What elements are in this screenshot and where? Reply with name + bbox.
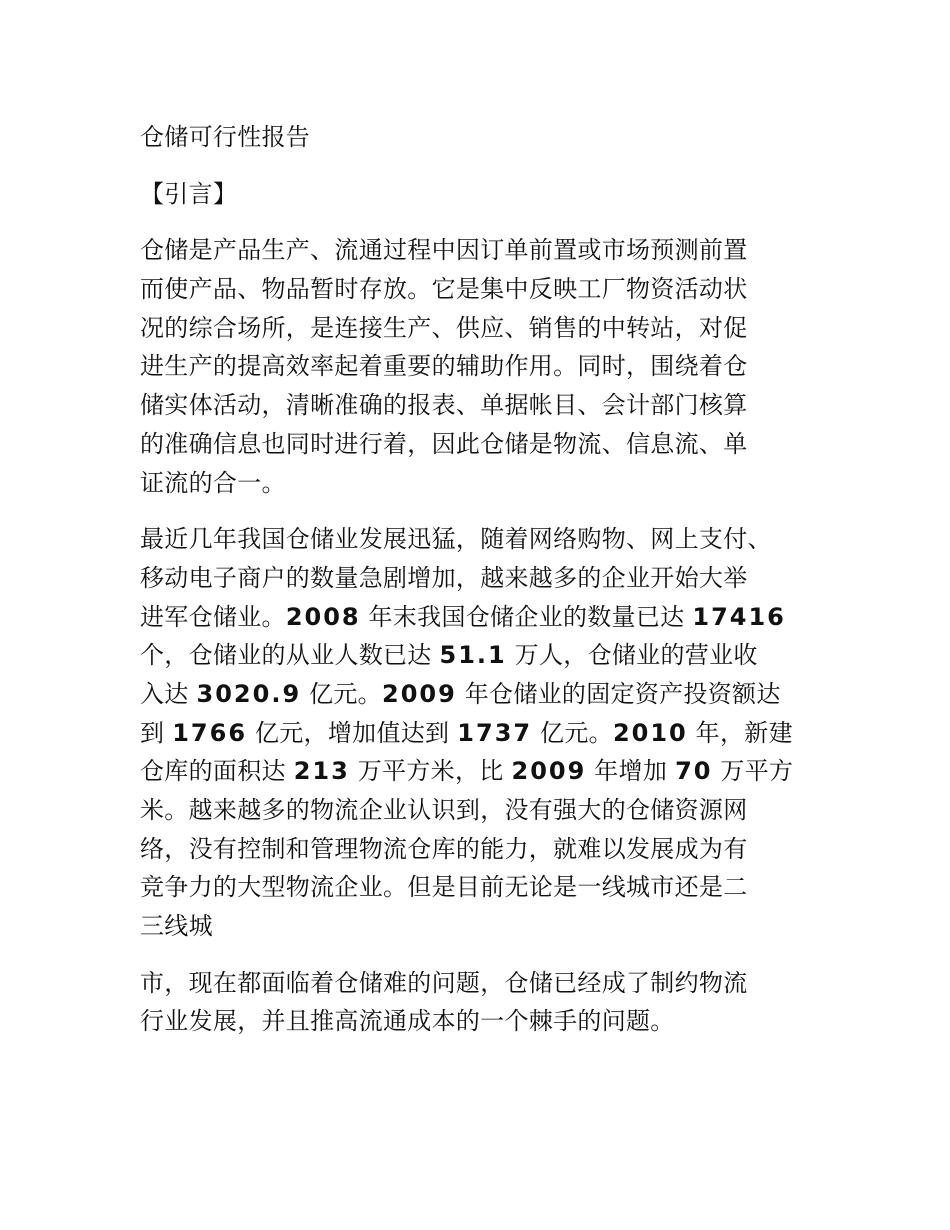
text-segment: 到: [140, 718, 173, 747]
text-segment: 入达: [140, 679, 197, 708]
text-segment: 亿元。: [532, 718, 613, 747]
text-line: 竞争力的大型物流企业。但是目前无论是一线城市还是二: [140, 873, 748, 902]
text-line: [140, 675, 805, 714]
text-line: 市，现在都面临着仓储难的问题，仓储已经成了制约物流: [140, 968, 748, 997]
value-51-1: 51.1: [439, 641, 507, 670]
text-segment: 仓库的面积达: [140, 757, 294, 786]
document-title: 仓储可行性报告: [140, 123, 311, 151]
text-segment: 万平方: [712, 757, 794, 786]
text-line: 证流的合一。: [140, 468, 286, 497]
text-segment: 进军仓储业。: [140, 602, 286, 631]
section-heading: 【引言】: [140, 179, 238, 208]
count-17416: 17416: [692, 602, 786, 631]
text-segment: 个，仓储业的从业人数已达: [140, 641, 440, 670]
text-segment: 年仓储业的固定资产投资额达: [456, 679, 781, 708]
text-line: [140, 714, 805, 753]
text-line: 的准确信息也同时进行着，因此仓储是物流、信息流、单: [140, 429, 748, 458]
value-1737: 1737: [457, 718, 533, 747]
value-3020-9: 3020.9: [196, 679, 302, 708]
text-line: 移动电子商户的数量急剧增加，越来越多的企业开始大举: [140, 563, 748, 592]
text-line: 三线城: [140, 912, 213, 941]
paragraph-conclusion: [140, 964, 805, 1041]
text-line: 进生产的提高效率起着重要的辅助作用。同时，围绕着仓: [140, 352, 748, 381]
text-segment: 亿元。: [301, 679, 382, 708]
text-line: 储实体活动，清晰准确的报表、单据帐目、会计部门核算: [140, 391, 748, 420]
year-2009: 2009: [511, 757, 587, 786]
text-line: 最近几年我国仓储业发展迅猛，随着网络购物、网上支付、: [140, 525, 772, 554]
paragraph-intro: [140, 231, 805, 502]
text-line: [140, 636, 805, 675]
paragraph-gap: [140, 213, 805, 231]
text-line: 米。越来越多的物流企业认识到，没有强大的仓储资源网: [140, 796, 748, 824]
text-line: [140, 598, 805, 637]
year-2010: 2010: [612, 718, 688, 747]
text-line: 而使产品、物品暂时存放。它是集中反映工厂物资活动状: [140, 275, 748, 304]
text-line: 络，没有控制和管理物流仓库的能力，就难以发展成为有: [140, 834, 748, 863]
paragraph-gap: [140, 502, 805, 520]
text-line: 行业发展，并且推高流通成本的一个棘手的问题。: [140, 1007, 675, 1036]
text-segment: 年，新建: [687, 718, 793, 747]
text-segment: 万平方米，比: [349, 757, 512, 786]
text-segment: 年增加: [586, 757, 676, 786]
value-70: 70: [675, 757, 713, 786]
text-segment: 年末我国仓储企业的数量已达: [360, 602, 693, 631]
paragraph-gap: [140, 946, 805, 964]
year-2009: 2009: [382, 679, 457, 708]
text-line: [140, 752, 805, 791]
paragraph-gap: [140, 157, 805, 175]
document-body: [140, 118, 805, 1041]
paragraph-statistics: [140, 520, 805, 946]
text-segment: 万人，仓储业的营业收: [506, 641, 758, 670]
value-1766: 1766: [172, 718, 248, 747]
text-line: 况的综合场所，是连接生产、供应、销售的中转站，对促: [140, 313, 748, 342]
value-213: 213: [293, 757, 350, 786]
text-segment: 亿元，增加值达到: [247, 718, 458, 747]
text-line: 仓储是产品生产、流通过程中因订单前置或市场预测前置: [140, 236, 748, 265]
year-2008: 2008: [285, 602, 361, 631]
